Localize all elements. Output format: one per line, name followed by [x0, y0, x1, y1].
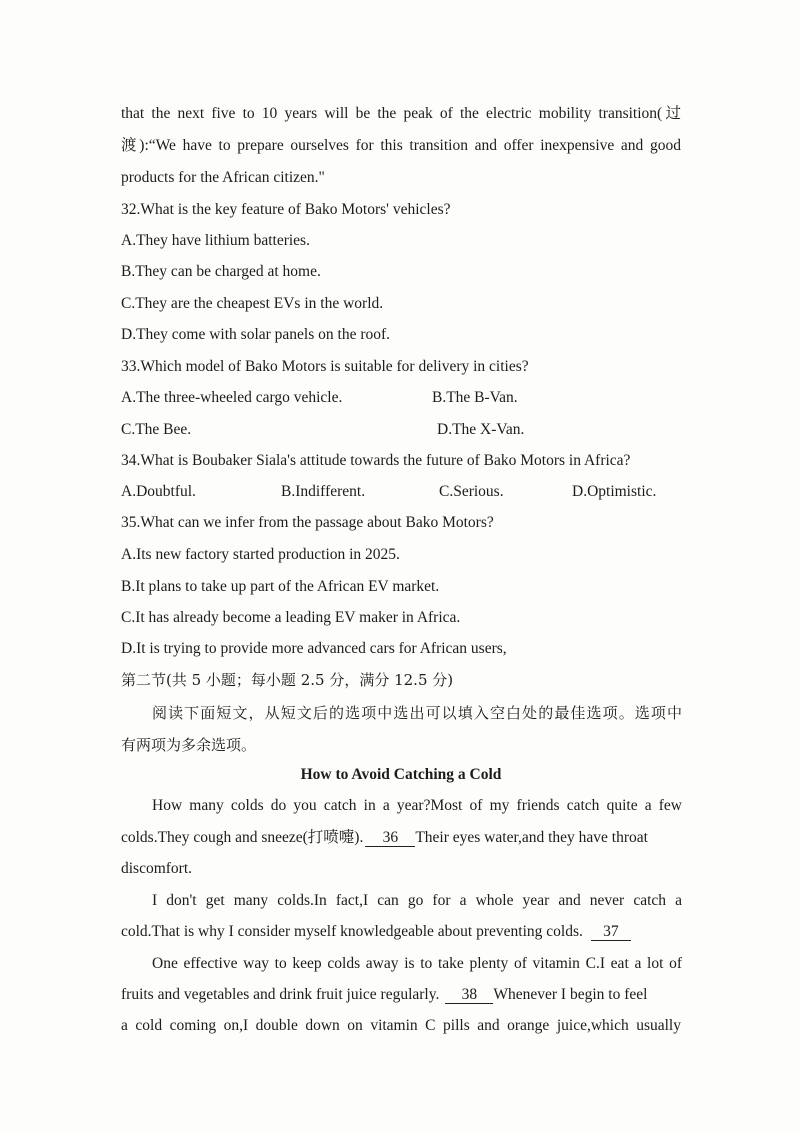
blank-37[interactable]: 37: [591, 923, 631, 941]
paragraph-text: Their eyes water,and they have throat: [415, 829, 648, 846]
passage-text: 渡):“We have to prepare ourselves for this transition and offer inexpensive and good: [121, 137, 681, 154]
passage-line: [121, 136, 681, 156]
question-35-option-c[interactable]: C.It has already become a leading EV maker in Africa.: [121, 609, 461, 626]
paragraph-1-line: How many colds do you catch in a year?Most of my friends catch quite a few: [152, 797, 682, 814]
paragraph-text: cold.That is why I consider myself knowledgeable about preventing colds.: [121, 923, 583, 940]
passage-text: that the next five to 10 years will be the peak of the electric mobility transition(过: [121, 105, 681, 122]
question-34-stem: 34.What is Boubaker Siala's attitude towards the future of Bako Motors in Africa?: [121, 452, 631, 469]
paragraph-1-line: discomfort.: [121, 860, 193, 877]
section-heading: 第二节(共 5 小题；每小题 2.5 分，满分 12.5 分): [121, 671, 454, 689]
question-34-option-b[interactable]: B.Indifferent.: [281, 483, 366, 500]
question-33-option-a[interactable]: A.The three-wheeled cargo vehicle.: [121, 389, 343, 406]
question-32-stem: 32.What is the key feature of Bako Motors' vehicles?: [121, 201, 451, 218]
passage-line: [121, 168, 681, 188]
paragraph-1-line: [121, 828, 681, 848]
paragraph-3-line: One effective way to keep colds away is to take plenty of vitamin C.I eat a lot of: [152, 955, 682, 972]
question-34-option-a[interactable]: A.Doubtful.: [121, 483, 196, 500]
blank-36[interactable]: 36: [365, 829, 415, 847]
paragraph-2-line: [121, 922, 681, 942]
paragraph-text: Whenever I begin to feel: [493, 986, 648, 1003]
question-32-option-d[interactable]: D.They come with solar panels on the roof.: [121, 326, 391, 343]
question-32-option-b[interactable]: B.They can be charged at home.: [121, 263, 321, 280]
section-instruction: 阅读下面短文，从短文后的选项中选出可以填入空白处的最佳选项。选项中: [152, 704, 682, 722]
paragraph-3-line: a cold coming on,I double down on vitamin C pills and orange juice,which usually: [121, 1017, 681, 1034]
paragraph-2-line: I don't get many colds.In fact,I can go for a whole year and never catch a: [152, 892, 682, 909]
question-33-option-d[interactable]: D.The X-Van.: [437, 421, 525, 438]
question-34-option-d[interactable]: D.Optimistic.: [572, 483, 657, 500]
question-33-option-c[interactable]: C.The Bee.: [121, 421, 192, 438]
passage-line: [121, 104, 681, 124]
question-32-option-c[interactable]: C.They are the cheapest EVs in the world.: [121, 295, 384, 312]
question-35-option-b[interactable]: B.It plans to take up part of the African EV market.: [121, 578, 440, 595]
question-35-stem: 35.What can we infer from the passage about Bako Motors?: [121, 514, 494, 531]
question-33-stem: 33.Which model of Bako Motors is suitable for delivery in cities?: [121, 358, 529, 375]
question-35-option-d[interactable]: D.It is trying to provide more advanced cars for African users,: [121, 640, 507, 657]
question-35-option-a[interactable]: A.Its new factory started production in 2025.: [121, 546, 400, 563]
paragraph-text: fruits and vegetables and drink fruit juice regularly.: [121, 986, 440, 1003]
passage-text: products for the African citizen.": [121, 169, 325, 186]
paragraph-3-line: [121, 985, 681, 1005]
question-32-option-a[interactable]: A.They have lithium batteries.: [121, 232, 310, 249]
section-instruction: 有两项为多余选项。: [121, 736, 257, 754]
blank-38[interactable]: 38: [445, 986, 493, 1004]
passage-title: How to Avoid Catching a Cold: [300, 766, 502, 783]
question-33-option-b[interactable]: B.The B-Van.: [432, 389, 518, 406]
question-34-option-c[interactable]: C.Serious.: [439, 483, 504, 500]
paragraph-text: colds.They cough and sneeze(打喷嚏).: [121, 829, 364, 846]
